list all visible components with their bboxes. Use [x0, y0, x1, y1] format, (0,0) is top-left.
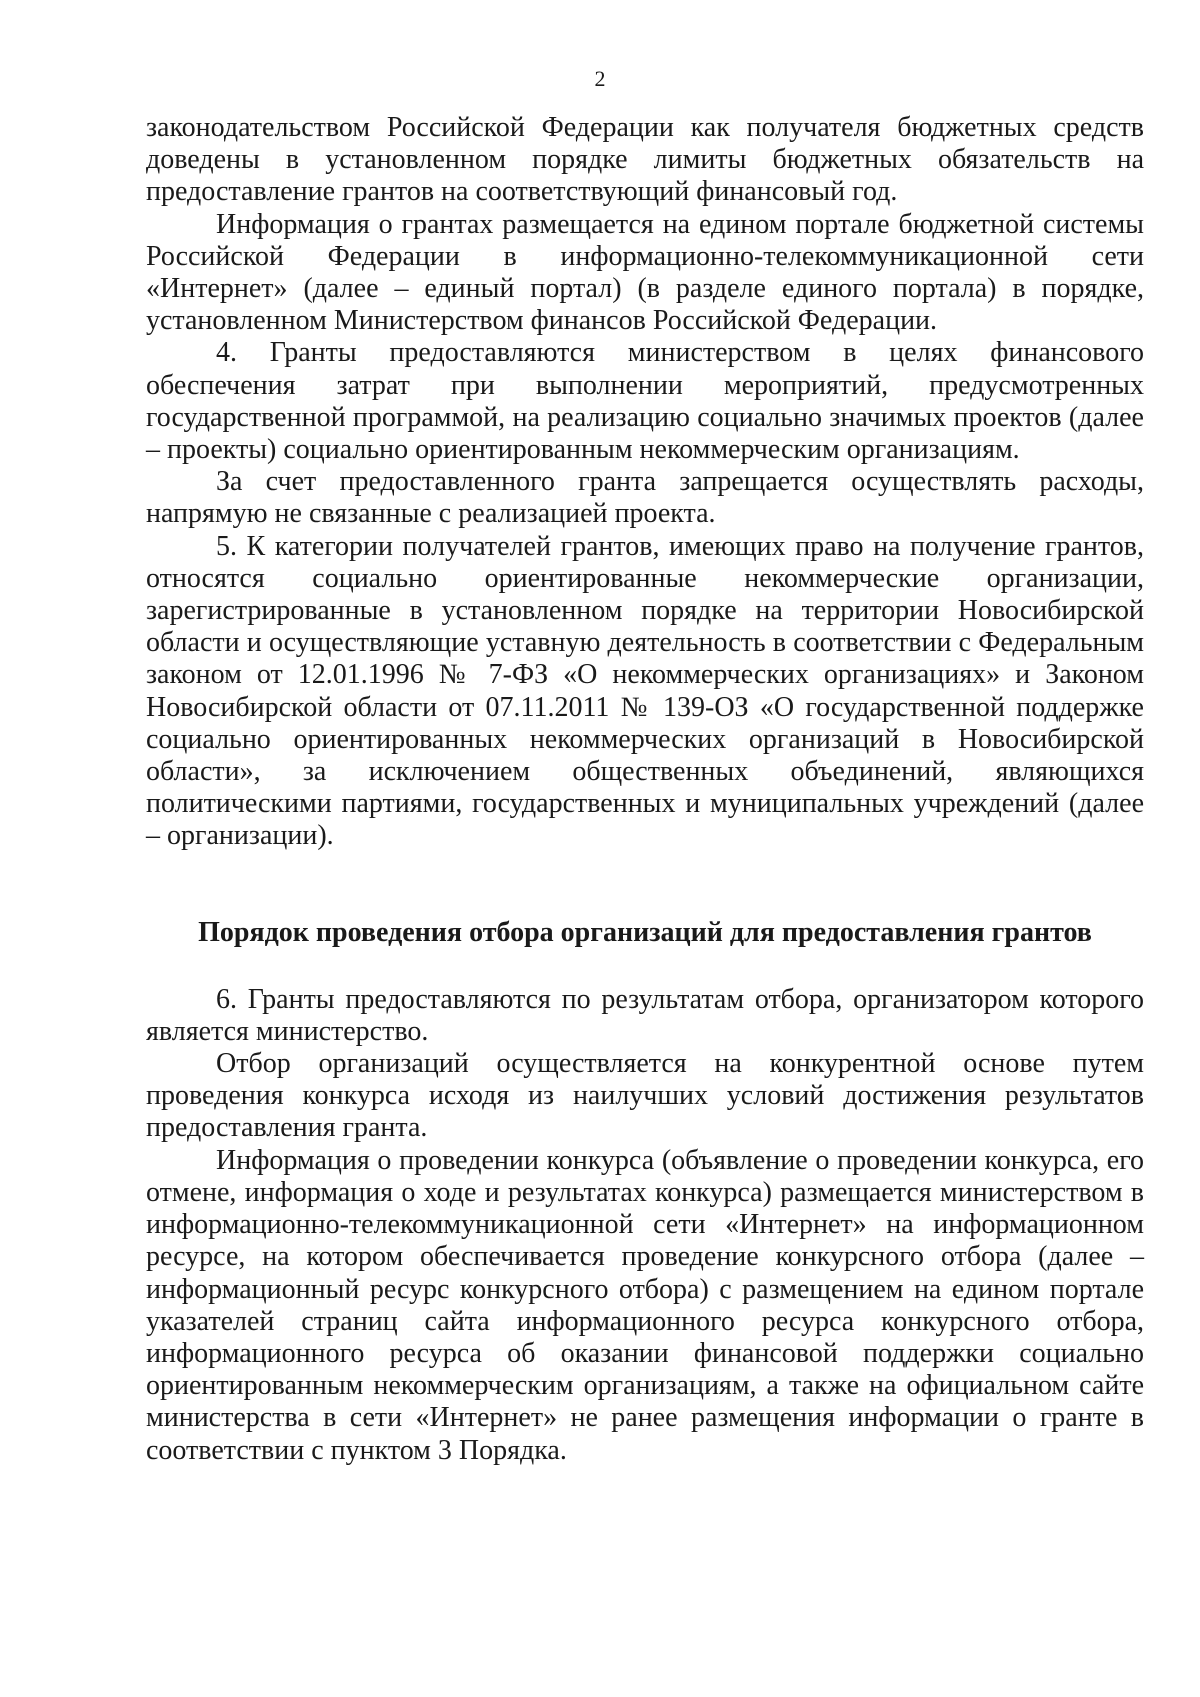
paragraph-portal-info: Информация о грантах размещается на едином портале бюджетной системы Российской Федерации в информационно-телекоммуникационной сети «Интернет» (далее – единый портал) (в разделе единого портала) в порядке, установленном Министерством финансов Российской Федерации.	[146, 208, 1144, 337]
paragraph-item-6: 6. Гранты предоставляются по результатам отбора, организатором которого является министерство.	[146, 983, 1144, 1047]
paragraph-contest-information: Информация о проведении конкурса (объявление о проведении конкурса, его отмене, информация о ходе и результатах конкурса) размещается министерством в информационно-телекоммуникационной сети «Интернет» на информационном ресурсе, на котором обеспечивается проведение конкурсного отбора (далее – информационный ресурс конкурсного отбора) с размещением на едином портале указателей страниц сайта информационного ресурса конкурсного отбора, информационного ресурса об оказании финансовой поддержки социально ориентированным некоммерческим организациям, а также на официальном сайте министерства в сети «Интернет» не ранее размещения информации о гранте в соответствии с пунктом 3 Порядка.	[146, 1144, 1144, 1466]
paragraph-continuation: законодательством Российской Федерации как получателя бюджетных средств доведены в установленном порядке лимиты бюджетных обязательств на предоставление грантов на соответствующий финансовый год.	[146, 112, 1144, 208]
paragraph-selection-basis: Отбор организаций осуществляется на конкурентной основе путем проведения конкурса исходя из наилучших условий достижения результатов предоставления гранта.	[146, 1048, 1144, 1144]
paragraph-item-5: 5. К категории получателей грантов, имеющих право на получение грантов, относятся социально ориентированные некоммерческие организации, зарегистрированные в установленном порядке на территории Новосибирской области и осуществляющие уставную деятельность в соответствии с Федеральным законом от 12.01.1996 № 7-ФЗ «О некоммерческих организациях» и Законом Новосибирской области от 07.11.2011 № 139-ОЗ «О государственной поддержке социально ориентированных некоммерческих организаций в Новосибирской области», за исключением общественных объединений, являющихся политическими партиями, государственных и муниципальных учреждений (далее – организации).	[146, 530, 1144, 852]
paragraph-expenses-prohibition: За счет предоставленного гранта запрещается осуществлять расходы, напрямую не связанные с реализацией проекта.	[146, 466, 1144, 530]
section-heading: Порядок проведения отбора организаций для предоставления грантов	[198, 916, 1092, 948]
page-number: 2	[594, 66, 606, 91]
paragraph-item-4: 4. Гранты предоставляются министерством в целях финансового обеспечения затрат при выполнении мероприятий, предусмотренных государственной программой, на реализацию социально значимых проектов (далее – проекты) социально ориентированным некоммерческим организациям.	[146, 337, 1144, 466]
document-body	[146, 112, 1144, 1467]
